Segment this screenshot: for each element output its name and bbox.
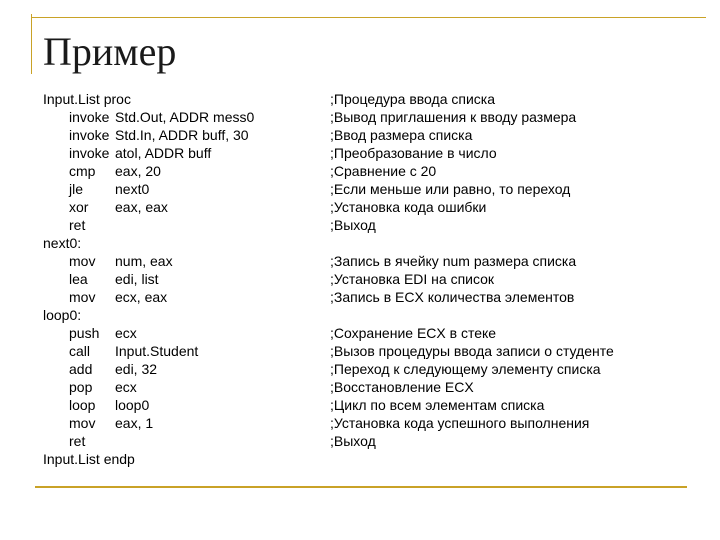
code-comment: ;Выход: [330, 217, 376, 233]
code-label: loop0:: [43, 307, 82, 323]
code-operands: eax, 1: [115, 415, 154, 431]
code-opcode: invoke: [69, 127, 110, 143]
code-comment: ;Сравнение с 20: [330, 163, 437, 179]
code-instruction-line: [43, 324, 683, 342]
code-instruction-line: [43, 414, 683, 432]
code-operands: num, eax: [115, 253, 173, 269]
code-label-line: [43, 450, 683, 468]
code-comment: ;Ввод размера списка: [330, 127, 473, 143]
code-operands: edi, 32: [115, 361, 158, 377]
code-operands: atol, ADDR buff: [115, 145, 212, 161]
code-comment: ;Переход к следующему элементу списка: [330, 361, 601, 377]
code-comment: ;Если меньше или равно, то переход: [330, 181, 571, 197]
code-comment: ;Цикл по всем элементам списка: [330, 397, 545, 413]
code-operands: eax, eax: [115, 199, 168, 215]
code-operands: ecx: [115, 379, 137, 395]
code-opcode: ret: [69, 217, 86, 233]
code-opcode: add: [69, 361, 93, 377]
code-opcode: mov: [69, 253, 96, 269]
code-operands: ecx: [115, 325, 137, 341]
code-comment: ;Установка кода успешного выполнения: [330, 415, 590, 431]
code-instruction-line: [43, 162, 683, 180]
code-operands: edi, list: [115, 271, 159, 287]
code-comment: ;Вывод приглашения к вводу размера: [330, 109, 577, 125]
code-opcode: ret: [69, 433, 86, 449]
code-instruction-line: [43, 144, 683, 162]
code-instruction-line: [43, 126, 683, 144]
code-opcode: mov: [69, 289, 96, 305]
code-comment: ;Выход: [330, 433, 376, 449]
code-opcode: xor: [69, 199, 89, 215]
code-opcode: call: [69, 343, 91, 359]
code-operands: Std.Out, ADDR mess0: [115, 109, 255, 125]
code-operands: next0: [115, 181, 150, 197]
code-instruction-line: [43, 342, 683, 360]
code-label-line: [43, 306, 683, 324]
decorative-bottom-line: [35, 486, 687, 488]
code-opcode: loop: [69, 397, 96, 413]
code-comment: ;Установка EDI на список: [330, 271, 495, 287]
code-opcode: cmp: [69, 163, 96, 179]
code-instruction-line: [43, 378, 683, 396]
code-label: Input.List proc: [43, 91, 131, 107]
code-instruction-line: [43, 198, 683, 216]
code-operands: loop0: [115, 397, 150, 413]
code-listing: [43, 90, 683, 468]
code-instruction-line: [43, 396, 683, 414]
code-instruction-line: [43, 288, 683, 306]
code-comment: ;Восстановление ECX: [330, 379, 474, 395]
code-instruction-line: [43, 360, 683, 378]
code-label-line: [43, 90, 683, 108]
code-label: next0:: [43, 235, 82, 251]
code-comment: ;Запись в ячейку num размера списка: [330, 253, 577, 269]
code-opcode: invoke: [69, 145, 110, 161]
code-operands: Std.In, ADDR buff, 30: [115, 127, 249, 143]
decorative-vertical-line: [31, 14, 32, 74]
code-opcode: mov: [69, 415, 96, 431]
code-comment: ;Сохранение ECX в стеке: [330, 325, 497, 341]
code-opcode: push: [69, 325, 100, 341]
code-comment: ;Преобразование в число: [330, 145, 497, 161]
code-comment: ;Вызов процедуры ввода записи о студенте: [330, 343, 614, 359]
code-instruction-line: [43, 252, 683, 270]
code-instruction-line: [43, 108, 683, 126]
code-opcode: jle: [69, 181, 84, 197]
code-instruction-line: [43, 270, 683, 288]
code-label: Input.List endp: [43, 451, 135, 467]
code-operands: Input.Student: [115, 343, 199, 359]
slide-title: Пример: [43, 29, 177, 74]
code-comment: ;Установка кода ошибки: [330, 199, 487, 215]
code-opcode: invoke: [69, 109, 110, 125]
decorative-top-line: [31, 17, 706, 18]
code-instruction-line: [43, 216, 683, 234]
code-label-line: [43, 234, 683, 252]
code-operands: ecx, eax: [115, 289, 168, 305]
code-opcode: pop: [69, 379, 93, 395]
code-comment: ;Запись в ECX количества элементов: [330, 289, 575, 305]
code-operands: eax, 20: [115, 163, 161, 179]
code-comment: ;Процедура ввода списка: [330, 91, 495, 107]
code-instruction-line: [43, 432, 683, 450]
code-opcode: lea: [69, 271, 88, 287]
code-instruction-line: [43, 180, 683, 198]
